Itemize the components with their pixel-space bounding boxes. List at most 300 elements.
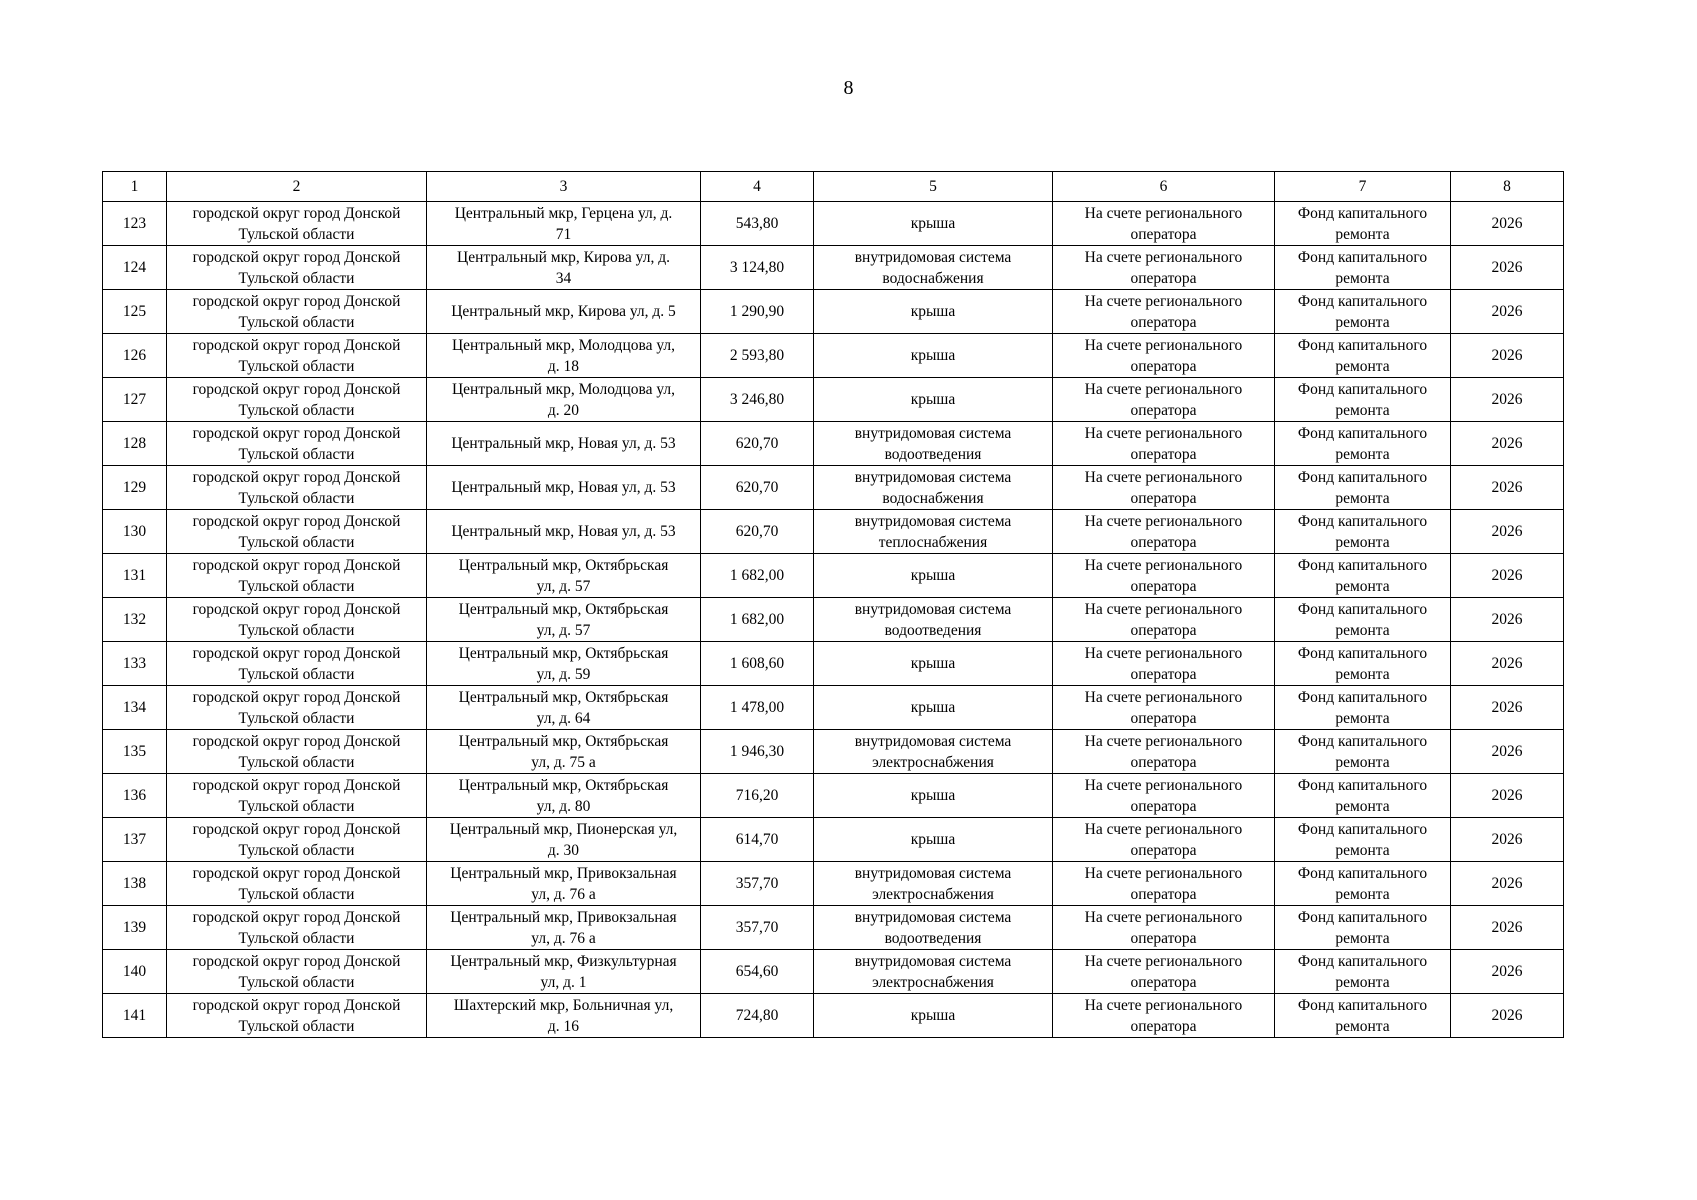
cell-line: Фонд капитального bbox=[1297, 248, 1428, 266]
fund-account-cell bbox=[1053, 510, 1275, 554]
address-cell bbox=[427, 334, 701, 378]
cell-line: Центральный мкр, Молодцова ул, bbox=[451, 336, 676, 354]
cell-line: ремонта bbox=[1335, 1017, 1390, 1035]
cell-line: На счете регионального bbox=[1084, 468, 1243, 486]
fund-account-cell bbox=[1053, 774, 1275, 818]
cell-line: электроснабжения bbox=[872, 885, 994, 903]
cell-line: водоотведения bbox=[884, 929, 982, 947]
year-cell: 2026 bbox=[1451, 466, 1564, 510]
cell-line: ремонта bbox=[1335, 973, 1390, 991]
cell-line: Центральный мкр, Новая ул, д. 53 bbox=[451, 435, 676, 452]
row-number-cell: 131 bbox=[103, 554, 167, 598]
cell-line: городской округ город Донской bbox=[192, 424, 401, 442]
cell-line: Центральный мкр, Привокзальная bbox=[450, 908, 677, 926]
area-cell: 3 246,80 bbox=[701, 378, 814, 422]
area-cell: 1 608,60 bbox=[701, 642, 814, 686]
address-cell bbox=[427, 598, 701, 642]
fund-account-cell bbox=[1053, 862, 1275, 906]
table-row bbox=[103, 466, 1564, 510]
row-number-cell: 134 bbox=[103, 686, 167, 730]
cell-line: Тульской области bbox=[238, 709, 355, 727]
cell-line: городской округ город Донской bbox=[192, 512, 401, 530]
work-type-cell bbox=[814, 730, 1053, 774]
address-cell bbox=[427, 994, 701, 1038]
fund-account-cell bbox=[1053, 730, 1275, 774]
table-row bbox=[103, 774, 1564, 818]
cell-line: На счете регионального bbox=[1084, 820, 1243, 838]
area-cell: 1 682,00 bbox=[701, 554, 814, 598]
year-cell: 2026 bbox=[1451, 202, 1564, 246]
cell-line: ул, д. 76 а bbox=[531, 885, 596, 903]
municipality-cell bbox=[167, 906, 427, 950]
cell-line: ул, д. 57 bbox=[536, 577, 591, 595]
cell-line: На счете регионального bbox=[1084, 424, 1243, 442]
municipality-cell bbox=[167, 554, 427, 598]
cell-line: Тульской области bbox=[238, 1017, 355, 1035]
cell-line: внутридомовая система bbox=[854, 424, 1012, 442]
fund-account-cell bbox=[1053, 950, 1275, 994]
cell-line: Центральный мкр, Герцена ул, д. bbox=[454, 204, 673, 222]
cell-line: ремонта bbox=[1335, 357, 1390, 375]
funding-source-cell bbox=[1275, 642, 1451, 686]
year-cell: 2026 bbox=[1451, 994, 1564, 1038]
cell-line: оператора bbox=[1130, 929, 1197, 947]
row-number-cell: 141 bbox=[103, 994, 167, 1038]
municipality-cell bbox=[167, 466, 427, 510]
cell-line: ремонта bbox=[1335, 797, 1390, 815]
row-number-cell: 133 bbox=[103, 642, 167, 686]
fund-account-cell bbox=[1053, 422, 1275, 466]
cell-line: оператора bbox=[1130, 401, 1197, 419]
cell-line: оператора bbox=[1130, 797, 1197, 815]
cell-line: теплоснабжения bbox=[878, 533, 988, 551]
year-cell: 2026 bbox=[1451, 246, 1564, 290]
row-number-cell: 132 bbox=[103, 598, 167, 642]
cell-line: внутридомовая система bbox=[854, 468, 1012, 486]
cell-line: городской округ город Донской bbox=[192, 248, 401, 266]
municipality-cell bbox=[167, 202, 427, 246]
cell-line: Тульской области bbox=[238, 445, 355, 463]
row-number-cell: 140 bbox=[103, 950, 167, 994]
cell-line: Тульской области bbox=[238, 401, 355, 419]
cell-line: Фонд капитального bbox=[1297, 292, 1428, 310]
cell-line: оператора bbox=[1130, 1017, 1197, 1035]
row-number-cell: 130 bbox=[103, 510, 167, 554]
funding-source-cell bbox=[1275, 686, 1451, 730]
cell-line: Фонд капитального bbox=[1297, 512, 1428, 530]
cell-line: оператора bbox=[1130, 533, 1197, 551]
cell-line: На счете регионального bbox=[1084, 204, 1243, 222]
cell-line: На счете регионального bbox=[1084, 380, 1243, 398]
municipality-cell bbox=[167, 686, 427, 730]
cell-line: оператора bbox=[1130, 665, 1197, 683]
cell-line: Центральный мкр, Кирова ул, д. bbox=[457, 248, 670, 266]
address-cell bbox=[427, 686, 701, 730]
cell-line: Тульской области bbox=[238, 313, 355, 331]
year-cell: 2026 bbox=[1451, 422, 1564, 466]
fund-account-cell bbox=[1053, 642, 1275, 686]
cell-line: ул, д. 1 bbox=[540, 973, 587, 991]
cell-line: На счете регионального bbox=[1084, 556, 1243, 574]
address-cell bbox=[427, 246, 701, 290]
cell-line: крыша bbox=[910, 655, 956, 672]
cell-line: крыша bbox=[910, 347, 956, 364]
cell-line: внутридомовая система bbox=[854, 248, 1012, 266]
cell-line: крыша bbox=[910, 1007, 956, 1024]
cell-line: ремонта bbox=[1335, 445, 1390, 463]
address-cell bbox=[427, 642, 701, 686]
table-row bbox=[103, 906, 1564, 950]
row-number-cell: 138 bbox=[103, 862, 167, 906]
municipality-cell bbox=[167, 246, 427, 290]
cell-line: городской округ город Донской bbox=[192, 336, 401, 354]
cell-line: внутридомовая система bbox=[854, 512, 1012, 530]
cell-line: ул, д. 57 bbox=[536, 621, 591, 639]
address-cell bbox=[427, 202, 701, 246]
area-cell: 1 946,30 bbox=[701, 730, 814, 774]
cell-line: На счете регионального bbox=[1084, 688, 1243, 706]
row-number-cell: 135 bbox=[103, 730, 167, 774]
cell-line: Центральный мкр, Октябрьская bbox=[458, 556, 669, 574]
funding-source-cell bbox=[1275, 246, 1451, 290]
year-cell: 2026 bbox=[1451, 334, 1564, 378]
area-cell: 1 290,90 bbox=[701, 290, 814, 334]
cell-line: городской округ город Донской bbox=[192, 996, 401, 1014]
cell-line: ремонта bbox=[1335, 885, 1390, 903]
funding-source-cell bbox=[1275, 818, 1451, 862]
cell-line: Шахтерский мкр, Больничная ул, bbox=[453, 996, 674, 1014]
cell-line: ремонта bbox=[1335, 577, 1390, 595]
cell-line: Фонд капитального bbox=[1297, 556, 1428, 574]
cell-line: городской округ город Донской bbox=[192, 292, 401, 310]
funding-source-cell bbox=[1275, 906, 1451, 950]
funding-source-cell bbox=[1275, 862, 1451, 906]
cell-line: оператора bbox=[1130, 357, 1197, 375]
municipality-cell bbox=[167, 510, 427, 554]
year-cell: 2026 bbox=[1451, 290, 1564, 334]
cell-line: Центральный мкр, Октябрьская bbox=[458, 688, 669, 706]
table-row bbox=[103, 994, 1564, 1038]
area-cell: 620,70 bbox=[701, 466, 814, 510]
area-cell: 1 682,00 bbox=[701, 598, 814, 642]
table-row bbox=[103, 246, 1564, 290]
cell-line: Центральный мкр, Кирова ул, д. 5 bbox=[451, 303, 676, 320]
cell-line: Центральный мкр, Новая ул, д. 53 bbox=[451, 523, 676, 540]
table-row bbox=[103, 510, 1564, 554]
cell-line: Тульской области bbox=[238, 489, 355, 507]
address-cell bbox=[427, 730, 701, 774]
year-cell: 2026 bbox=[1451, 378, 1564, 422]
cell-line: городской округ город Донской bbox=[192, 776, 401, 794]
cell-line: 34 bbox=[555, 269, 572, 287]
cell-line: городской округ город Донской bbox=[192, 204, 401, 222]
cell-line: оператора bbox=[1130, 621, 1197, 639]
cell-line: городской округ город Донской bbox=[192, 556, 401, 574]
cell-line: Фонд капитального bbox=[1297, 732, 1428, 750]
table-row bbox=[103, 422, 1564, 466]
municipality-cell bbox=[167, 422, 427, 466]
cell-line: городской округ город Донской bbox=[192, 468, 401, 486]
cell-line: ул, д. 80 bbox=[536, 797, 591, 815]
table-body bbox=[103, 202, 1564, 1038]
cell-line: ремонта bbox=[1335, 709, 1390, 727]
cell-line: оператора bbox=[1130, 269, 1197, 287]
municipality-cell bbox=[167, 290, 427, 334]
cell-line: Тульской области bbox=[238, 797, 355, 815]
year-cell: 2026 bbox=[1451, 686, 1564, 730]
cell-line: Центральный мкр, Октябрьская bbox=[458, 776, 669, 794]
area-cell: 614,70 bbox=[701, 818, 814, 862]
cell-line: Фонд капитального bbox=[1297, 336, 1428, 354]
funding-source-cell bbox=[1275, 290, 1451, 334]
municipality-cell bbox=[167, 862, 427, 906]
table-row bbox=[103, 950, 1564, 994]
area-cell: 620,70 bbox=[701, 510, 814, 554]
row-number-cell: 123 bbox=[103, 202, 167, 246]
funding-source-cell bbox=[1275, 422, 1451, 466]
cell-line: оператора bbox=[1130, 753, 1197, 771]
cell-line: крыша bbox=[910, 391, 956, 408]
work-type-cell bbox=[814, 290, 1053, 334]
area-cell: 654,60 bbox=[701, 950, 814, 994]
cell-line: Фонд капитального bbox=[1297, 952, 1428, 970]
address-cell bbox=[427, 466, 701, 510]
work-type-cell bbox=[814, 906, 1053, 950]
cell-line: внутридомовая система bbox=[854, 952, 1012, 970]
cell-line: ремонта bbox=[1335, 269, 1390, 287]
cell-line: крыша bbox=[910, 215, 956, 232]
table-row bbox=[103, 862, 1564, 906]
cell-line: Тульской области bbox=[238, 885, 355, 903]
cell-line: ремонта bbox=[1335, 929, 1390, 947]
cell-line: крыша bbox=[910, 567, 956, 584]
cell-line: ул, д. 75 а bbox=[531, 753, 596, 771]
cell-line: крыша bbox=[910, 699, 956, 716]
cell-line: Тульской области bbox=[238, 753, 355, 771]
work-type-cell bbox=[814, 378, 1053, 422]
fund-account-cell bbox=[1053, 290, 1275, 334]
row-number-cell: 137 bbox=[103, 818, 167, 862]
work-type-cell bbox=[814, 818, 1053, 862]
table-row bbox=[103, 818, 1564, 862]
cell-line: ремонта bbox=[1335, 533, 1390, 551]
area-cell: 620,70 bbox=[701, 422, 814, 466]
cell-line: На счете регионального bbox=[1084, 600, 1243, 618]
municipality-cell bbox=[167, 818, 427, 862]
cell-line: ул, д. 76 а bbox=[531, 929, 596, 947]
cell-line: 71 bbox=[555, 225, 572, 243]
address-cell bbox=[427, 906, 701, 950]
cell-line: городской округ город Донской bbox=[192, 732, 401, 750]
cell-line: Тульской области bbox=[238, 225, 355, 243]
cell-line: водоотведения bbox=[884, 445, 982, 463]
cell-line: внутридомовая система bbox=[854, 600, 1012, 618]
year-cell: 2026 bbox=[1451, 730, 1564, 774]
work-type-cell bbox=[814, 950, 1053, 994]
year-cell: 2026 bbox=[1451, 510, 1564, 554]
cell-line: городской округ город Донской bbox=[192, 864, 401, 882]
funding-source-cell bbox=[1275, 598, 1451, 642]
cell-line: оператора bbox=[1130, 225, 1197, 243]
work-type-cell bbox=[814, 422, 1053, 466]
cell-line: водоснабжения bbox=[882, 269, 984, 287]
cell-line: оператора bbox=[1130, 709, 1197, 727]
funding-source-cell bbox=[1275, 554, 1451, 598]
year-cell: 2026 bbox=[1451, 774, 1564, 818]
cell-line: внутридомовая система bbox=[854, 732, 1012, 750]
column-header: 2 bbox=[167, 172, 427, 202]
work-type-cell bbox=[814, 686, 1053, 730]
work-type-cell bbox=[814, 994, 1053, 1038]
work-type-cell bbox=[814, 774, 1053, 818]
cell-line: На счете регионального bbox=[1084, 776, 1243, 794]
cell-line: На счете регионального bbox=[1084, 952, 1243, 970]
cell-line: Фонд капитального bbox=[1297, 908, 1428, 926]
area-cell: 2 593,80 bbox=[701, 334, 814, 378]
fund-account-cell bbox=[1053, 994, 1275, 1038]
work-type-cell bbox=[814, 466, 1053, 510]
cell-line: На счете регионального bbox=[1084, 512, 1243, 530]
cell-line: городской округ город Донской bbox=[192, 952, 401, 970]
municipality-cell bbox=[167, 642, 427, 686]
municipality-cell bbox=[167, 730, 427, 774]
column-header: 6 bbox=[1053, 172, 1275, 202]
row-number-cell: 127 bbox=[103, 378, 167, 422]
cell-line: Тульской области bbox=[238, 533, 355, 551]
municipality-cell bbox=[167, 334, 427, 378]
cell-line: Центральный мкр, Пионерская ул, bbox=[449, 820, 678, 838]
row-number-cell: 126 bbox=[103, 334, 167, 378]
cell-line: Тульской области bbox=[238, 665, 355, 683]
cell-line: д. 20 bbox=[547, 401, 580, 419]
cell-line: д. 18 bbox=[547, 357, 580, 375]
address-cell bbox=[427, 378, 701, 422]
funding-source-cell bbox=[1275, 334, 1451, 378]
fund-account-cell bbox=[1053, 466, 1275, 510]
cell-line: д. 30 bbox=[547, 841, 580, 859]
cell-line: На счете регионального bbox=[1084, 644, 1243, 662]
area-cell: 1 478,00 bbox=[701, 686, 814, 730]
cell-line: городской округ город Донской bbox=[192, 644, 401, 662]
fund-account-cell bbox=[1053, 598, 1275, 642]
funding-source-cell bbox=[1275, 510, 1451, 554]
cell-line: городской округ город Донской bbox=[192, 380, 401, 398]
fund-account-cell bbox=[1053, 818, 1275, 862]
row-number-cell: 139 bbox=[103, 906, 167, 950]
cell-line: Центральный мкр, Физкультурная bbox=[450, 952, 677, 970]
fund-account-cell bbox=[1053, 906, 1275, 950]
area-cell: 543,80 bbox=[701, 202, 814, 246]
work-type-cell bbox=[814, 862, 1053, 906]
table-row bbox=[103, 334, 1564, 378]
cell-line: д. 16 bbox=[547, 1017, 580, 1035]
cell-line: ремонта bbox=[1335, 841, 1390, 859]
cell-line: На счете регионального bbox=[1084, 908, 1243, 926]
cell-line: Фонд капитального bbox=[1297, 644, 1428, 662]
cell-line: городской округ город Донской bbox=[192, 820, 401, 838]
year-cell: 2026 bbox=[1451, 950, 1564, 994]
table-row bbox=[103, 642, 1564, 686]
year-cell: 2026 bbox=[1451, 862, 1564, 906]
municipality-cell bbox=[167, 378, 427, 422]
year-cell: 2026 bbox=[1451, 554, 1564, 598]
page-number: 8 bbox=[843, 77, 854, 99]
column-header: 5 bbox=[814, 172, 1053, 202]
area-cell: 357,70 bbox=[701, 906, 814, 950]
cell-line: водоотведения bbox=[884, 621, 982, 639]
cell-line: оператора bbox=[1130, 577, 1197, 595]
work-type-cell bbox=[814, 642, 1053, 686]
cell-line: Центральный мкр, Молодцова ул, bbox=[451, 380, 676, 398]
cell-line: Тульской области bbox=[238, 269, 355, 287]
header-row bbox=[103, 172, 1564, 202]
column-header: 1 bbox=[103, 172, 167, 202]
funding-source-cell bbox=[1275, 378, 1451, 422]
cell-line: Фонд капитального bbox=[1297, 688, 1428, 706]
cell-line: электроснабжения bbox=[872, 973, 994, 991]
address-cell bbox=[427, 774, 701, 818]
row-number-cell: 136 bbox=[103, 774, 167, 818]
fund-account-cell bbox=[1053, 686, 1275, 730]
address-cell bbox=[427, 422, 701, 466]
cell-line: городской округ город Донской bbox=[192, 600, 401, 618]
row-number-cell: 128 bbox=[103, 422, 167, 466]
area-cell: 357,70 bbox=[701, 862, 814, 906]
cell-line: На счете регионального bbox=[1084, 336, 1243, 354]
area-cell: 724,80 bbox=[701, 994, 814, 1038]
cell-line: На счете регионального bbox=[1084, 292, 1243, 310]
cell-line: На счете регионального bbox=[1084, 248, 1243, 266]
table-row bbox=[103, 202, 1564, 246]
cell-line: Центральный мкр, Новая ул, д. 53 bbox=[451, 479, 676, 496]
cell-line: электроснабжения bbox=[872, 753, 994, 771]
table-row bbox=[103, 290, 1564, 334]
repair-schedule-table bbox=[102, 171, 1564, 1038]
fund-account-cell bbox=[1053, 378, 1275, 422]
table-row bbox=[103, 730, 1564, 774]
address-cell bbox=[427, 950, 701, 994]
cell-line: Фонд капитального bbox=[1297, 204, 1428, 222]
funding-source-cell bbox=[1275, 730, 1451, 774]
cell-line: Центральный мкр, Октябрьская bbox=[458, 644, 669, 662]
work-type-cell bbox=[814, 334, 1053, 378]
cell-line: Тульской области bbox=[238, 841, 355, 859]
cell-line: Фонд капитального bbox=[1297, 424, 1428, 442]
cell-line: внутридомовая система bbox=[854, 864, 1012, 882]
fund-account-cell bbox=[1053, 554, 1275, 598]
table-row bbox=[103, 378, 1564, 422]
work-type-cell bbox=[814, 554, 1053, 598]
cell-line: Фонд капитального bbox=[1297, 776, 1428, 794]
year-cell: 2026 bbox=[1451, 642, 1564, 686]
municipality-cell bbox=[167, 950, 427, 994]
cell-line: ул, д. 59 bbox=[536, 665, 591, 683]
column-header: 3 bbox=[427, 172, 701, 202]
cell-line: На счете регионального bbox=[1084, 732, 1243, 750]
area-cell: 3 124,80 bbox=[701, 246, 814, 290]
cell-line: ремонта bbox=[1335, 665, 1390, 683]
municipality-cell bbox=[167, 598, 427, 642]
fund-account-cell bbox=[1053, 246, 1275, 290]
funding-source-cell bbox=[1275, 950, 1451, 994]
cell-line: Фонд капитального bbox=[1297, 864, 1428, 882]
municipality-cell bbox=[167, 774, 427, 818]
cell-line: оператора bbox=[1130, 445, 1197, 463]
cell-line: Центральный мкр, Привокзальная bbox=[450, 864, 677, 882]
fund-account-cell bbox=[1053, 334, 1275, 378]
cell-line: городской округ город Донской bbox=[192, 688, 401, 706]
work-type-cell bbox=[814, 598, 1053, 642]
